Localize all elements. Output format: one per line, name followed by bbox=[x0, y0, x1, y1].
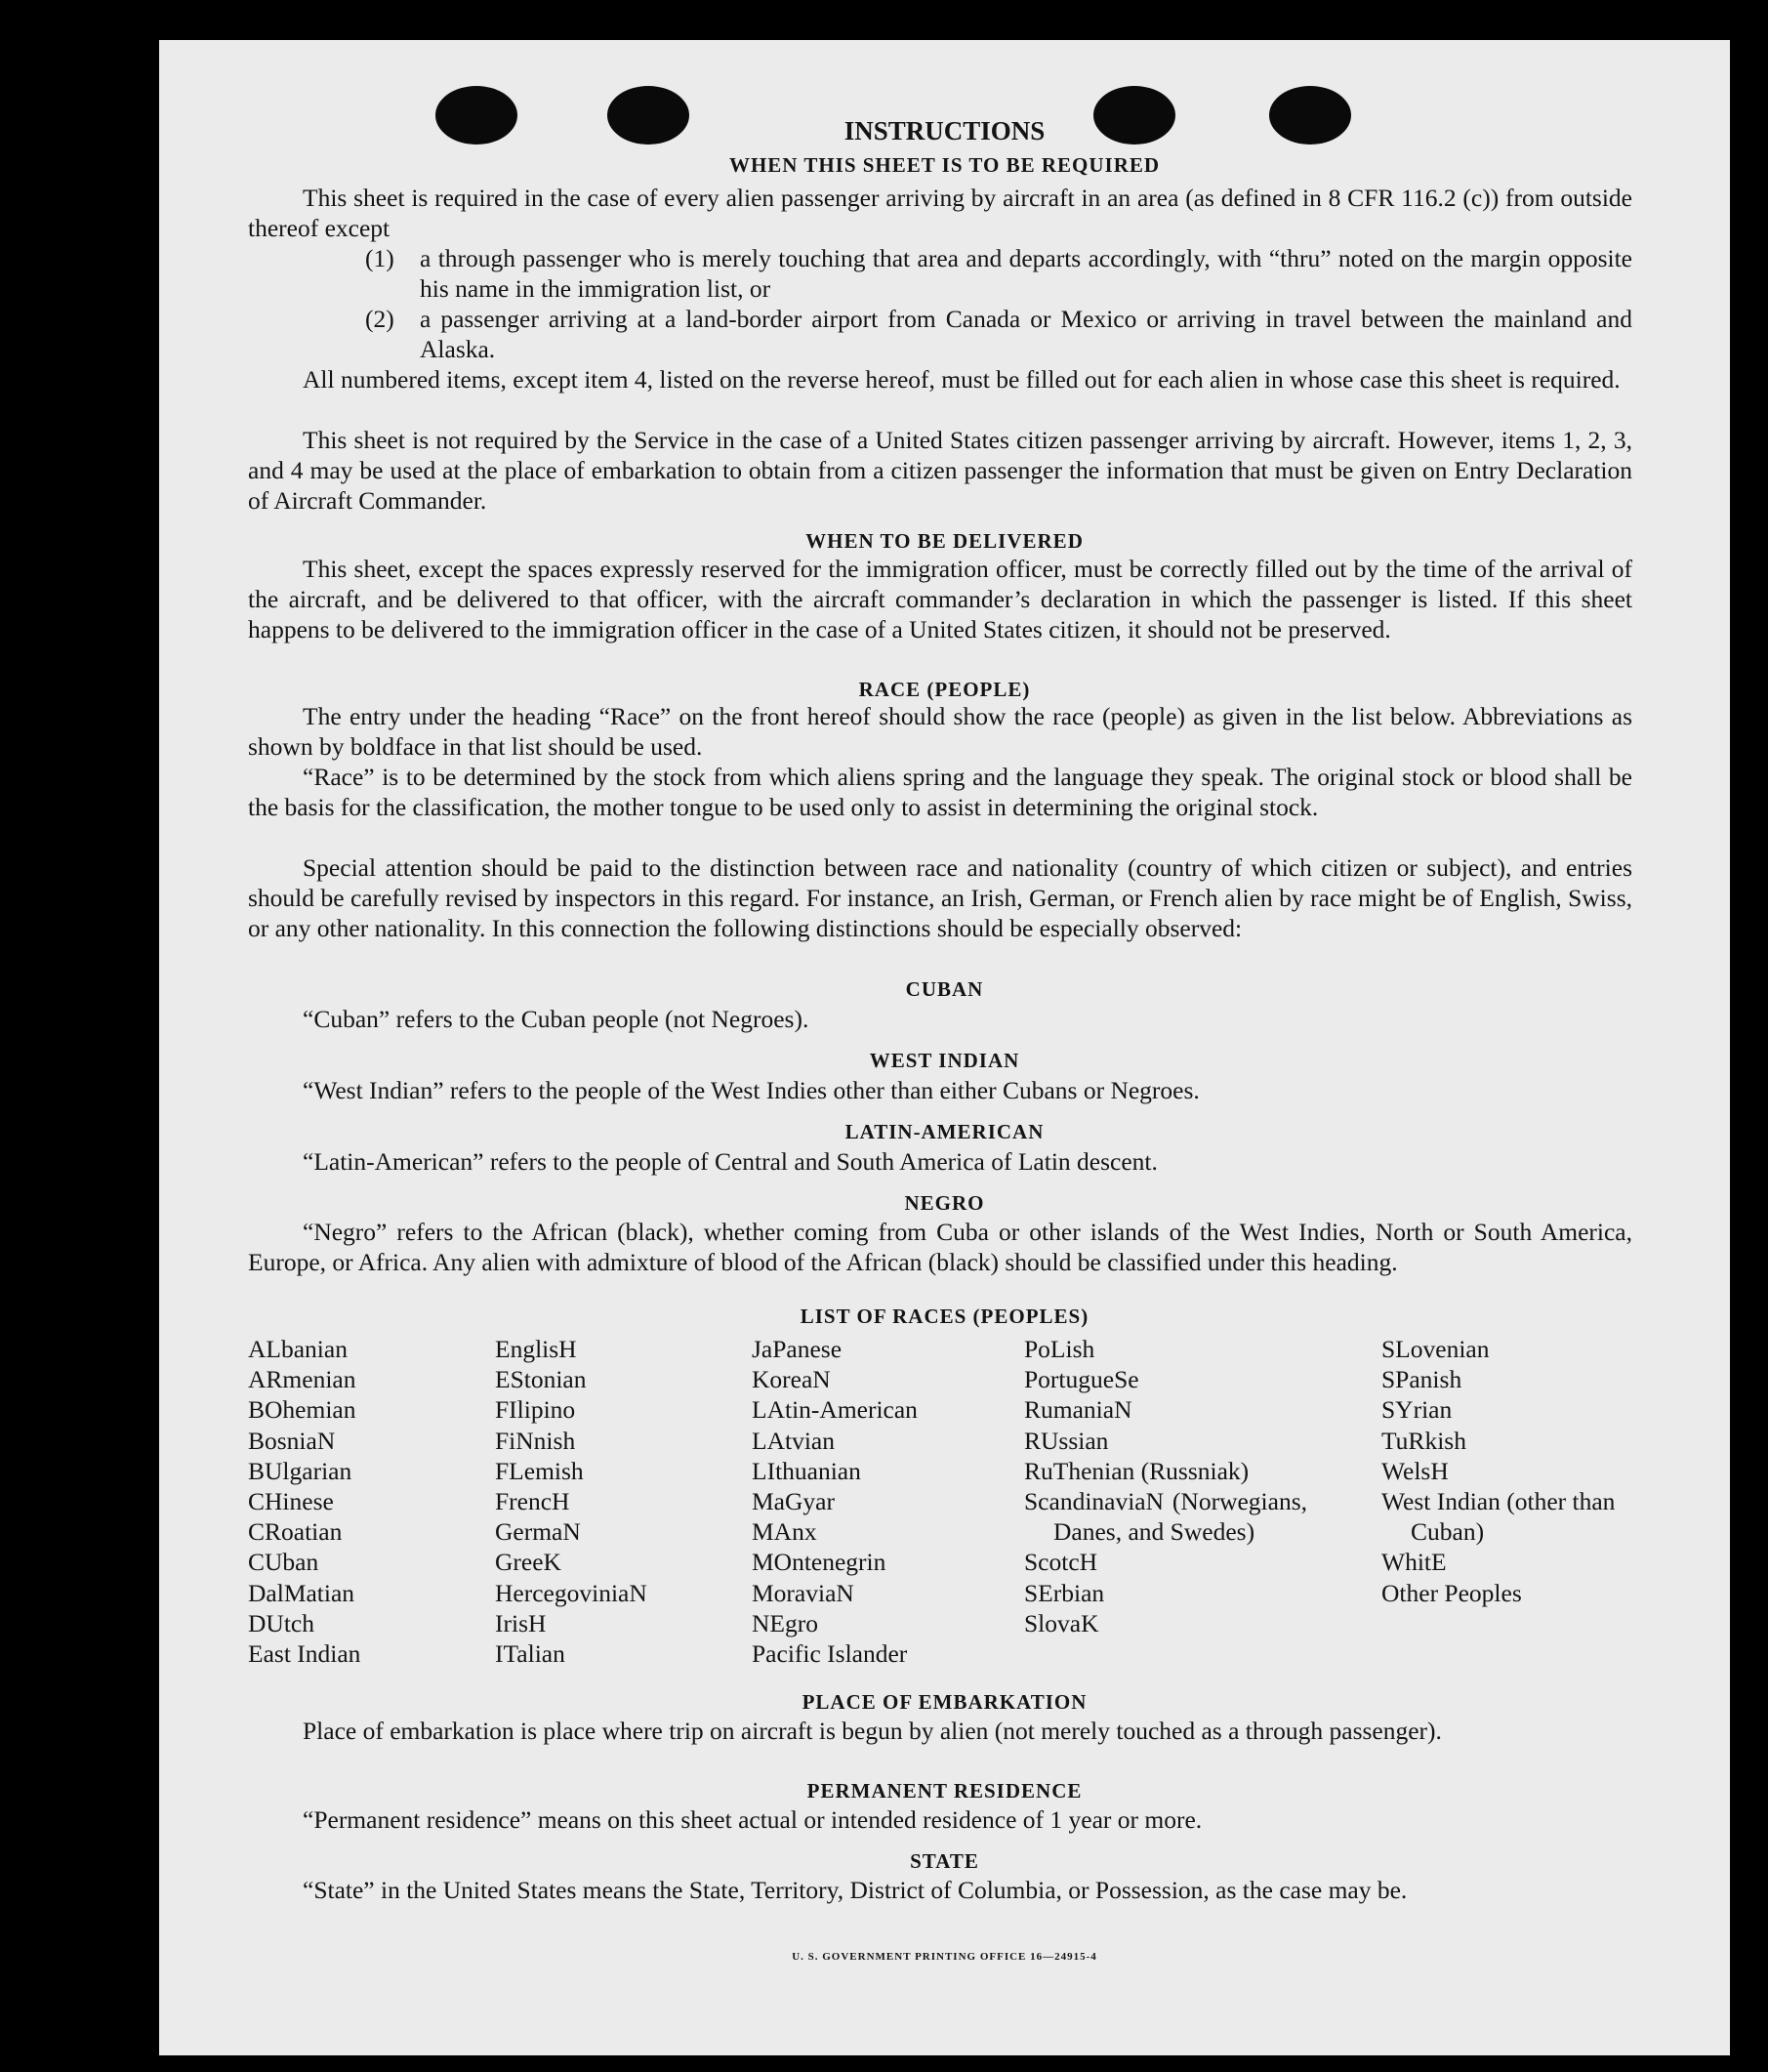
race-item: RUssian bbox=[1024, 1426, 1109, 1455]
race-item: ARmenian bbox=[248, 1365, 356, 1394]
race-item: LIthuanian bbox=[752, 1456, 861, 1485]
race-item: BosniaN bbox=[248, 1426, 336, 1455]
race-item: CRoatian bbox=[248, 1517, 343, 1547]
section-heading: LIST OF RACES (PEOPLES) bbox=[800, 1305, 1090, 1328]
paragraph: “West Indian” refers to the people of the West Indies other than either Cubans or Negroes. bbox=[303, 1076, 1200, 1104]
race-item: ITalian bbox=[495, 1639, 565, 1669]
races-column-5 bbox=[1381, 1334, 1640, 1608]
race-item: East Indian bbox=[248, 1639, 361, 1669]
section-heading: PERMANENT RESIDENCE bbox=[806, 1779, 1083, 1803]
paragraph: Place of embarkation is place where trip on aircraft is begun by alien (not merely touched as a through passenger). bbox=[303, 1717, 1442, 1745]
race-item: SlovaK bbox=[1024, 1608, 1099, 1637]
race-item: EStonian bbox=[495, 1365, 587, 1394]
race-item: FiNnish bbox=[495, 1426, 576, 1455]
race-item: LAtin-American bbox=[752, 1395, 918, 1425]
paragraph: “Negro” refers to the African (black), whether coming from Cuba or other islands of the West Indies, North or South America, Europe, or Africa. Any alien with admixture of blood of the African (black) should be classified under this heading. bbox=[248, 1218, 1632, 1276]
section-heading: STATE bbox=[910, 1849, 979, 1873]
races-column-2 bbox=[495, 1334, 647, 1669]
race-item: MoraviaN bbox=[752, 1578, 854, 1607]
paragraph: “Permanent residence” means on this sheet actual or intended residence of 1 year or more. bbox=[303, 1805, 1203, 1834]
race-item: FLemish bbox=[495, 1456, 584, 1485]
race-item: ALbanian bbox=[248, 1335, 348, 1363]
paragraph: This sheet is required in the case of every alien passenger arriving by aircraft in an area (as defined in 8 CFR 116.2 (c)) from outside thereof except bbox=[248, 184, 1632, 242]
subsection-heading: LATIN-AMERICAN bbox=[844, 1120, 1045, 1143]
race-item: SLovenian bbox=[1381, 1335, 1490, 1363]
race-item: FIlipino bbox=[495, 1395, 576, 1425]
race-item: CUban bbox=[248, 1548, 319, 1577]
race-item: DUtch bbox=[248, 1608, 314, 1637]
race-item: NEgro bbox=[752, 1608, 818, 1637]
race-item: JaPanese bbox=[752, 1335, 843, 1363]
races-column-1 bbox=[248, 1334, 360, 1669]
race-item: Other Peoples bbox=[1381, 1578, 1522, 1607]
race-item: LAtvian bbox=[752, 1426, 835, 1455]
paragraph: “Latin-American” refers to the people of Central and South America of Latin descent. bbox=[303, 1147, 1158, 1176]
race-item: BOhemian bbox=[248, 1395, 356, 1425]
section-heading: WHEN THIS SHEET IS TO BE REQUIRED bbox=[728, 153, 1161, 177]
page-title: INSTRUCTIONS bbox=[843, 116, 1046, 145]
paragraph: This sheet, except the spaces expressly reserved for the immigration officer, must be correctly filled out by the time of the arrival of the aircraft, and be delivered to that officer, with the aircraft commander’s declaration in which the passenger is listed. If this sheet happens to be delivered to the immigration officer in the case of a United States citizen, it should not be preserved. bbox=[248, 555, 1632, 643]
subsection-heading: WEST INDIAN bbox=[869, 1049, 1020, 1072]
race-item: SPanish bbox=[1381, 1365, 1462, 1394]
document-page bbox=[159, 40, 1730, 2055]
race-item: MAnx bbox=[752, 1517, 817, 1547]
races-column-3 bbox=[752, 1334, 918, 1669]
printer-imprint: U. S. GOVERNMENT PRINTING OFFICE 16—24915-4 bbox=[792, 1951, 1097, 1963]
race-item: RumaniaN bbox=[1024, 1395, 1132, 1425]
race-item: DalMatian bbox=[248, 1578, 355, 1607]
race-item: WelsH bbox=[1381, 1456, 1449, 1485]
race-item: PortugueSe bbox=[1024, 1365, 1139, 1394]
race-item: Pacific Islander bbox=[752, 1639, 908, 1669]
race-item: GermaN bbox=[495, 1517, 581, 1547]
subsection-heading: NEGRO bbox=[904, 1191, 985, 1215]
paragraph: This sheet is not required by the Service in the case of a United States citizen passenger arriving by aircraft. However, items 1, 2, 3, and 4 may be used at the place of embarkation to obtain from a citizen passenger the information that must be given on Entry Declaration of Aircraft Commander. bbox=[248, 426, 1632, 515]
race-item: TuRkish bbox=[1381, 1426, 1466, 1455]
races-column-4 bbox=[1024, 1334, 1307, 1638]
race-item: RuThenian (Russniak) bbox=[1024, 1456, 1250, 1485]
section-heading: PLACE OF EMBARKATION bbox=[802, 1690, 1088, 1714]
race-item: GreeK bbox=[495, 1548, 561, 1577]
race-item: MaGyar bbox=[752, 1487, 835, 1516]
section-heading: RACE (PEOPLE) bbox=[858, 678, 1031, 701]
paragraph: “State” in the United States means the State, Territory, District of Columbia, or Possession, as the case may be. bbox=[303, 1876, 1408, 1904]
race-item: SErbian bbox=[1024, 1578, 1105, 1607]
race-item: FrencH bbox=[495, 1487, 570, 1516]
race-item: West Indian (other than Cuban) bbox=[1381, 1487, 1616, 1547]
list-item: (2) a passenger arriving at a land-border airport from Canada or Mexico or arriving in travel between the mainland and Alaska. bbox=[365, 305, 1632, 363]
race-item: HercegoviniaN bbox=[495, 1578, 647, 1607]
paragraph: “Race” is to be determined by the stock from which aliens spring and the language they speak. The original stock or blood shall be the basis for the classification, the mother tongue to be used only to assist in determining the original stock. bbox=[248, 763, 1632, 821]
race-item: ScandinaviaN (Norwegians, Danes, and Swedes) bbox=[1024, 1487, 1307, 1547]
section-heading: WHEN TO BE DELIVERED bbox=[805, 529, 1084, 553]
race-item: BUlgarian bbox=[248, 1456, 352, 1485]
race-item: CHinese bbox=[248, 1487, 334, 1516]
list-item: (1) a through passenger who is merely touching that area and departs accordingly, with “thru” noted on the margin opposite his name in the immigration list, or bbox=[365, 244, 1632, 303]
subsection-heading: CUBAN bbox=[905, 977, 984, 1001]
race-item: MOntenegrin bbox=[752, 1548, 886, 1577]
paragraph: “Cuban” refers to the Cuban people (not Negroes). bbox=[303, 1005, 809, 1033]
race-item: EnglisH bbox=[495, 1335, 577, 1363]
paragraph: Special attention should be paid to the distinction between race and nationality (country of which citizen or subject), and entries should be carefully revised by inspectors in this regard. For instance, an Irish, German, or French alien by race might be of English, Swiss, or any other nationality. In this connection the following distinctions should be especially observed: bbox=[248, 853, 1632, 942]
race-item: WhitE bbox=[1381, 1548, 1447, 1577]
race-item: ScotcH bbox=[1024, 1548, 1098, 1577]
paragraph: All numbered items, except item 4, listed on the reverse hereof, must be filled out for each alien in whose case this sheet is required. bbox=[303, 365, 1621, 394]
race-item: SYrian bbox=[1381, 1395, 1453, 1425]
race-item: PoLish bbox=[1024, 1335, 1095, 1363]
race-item: KoreaN bbox=[752, 1365, 831, 1394]
race-item: IrisH bbox=[495, 1608, 547, 1637]
paragraph: The entry under the heading “Race” on the front hereof should show the race (people) as given in the list below. Abbreviations as shown by boldface in that list should be used. bbox=[248, 702, 1632, 761]
